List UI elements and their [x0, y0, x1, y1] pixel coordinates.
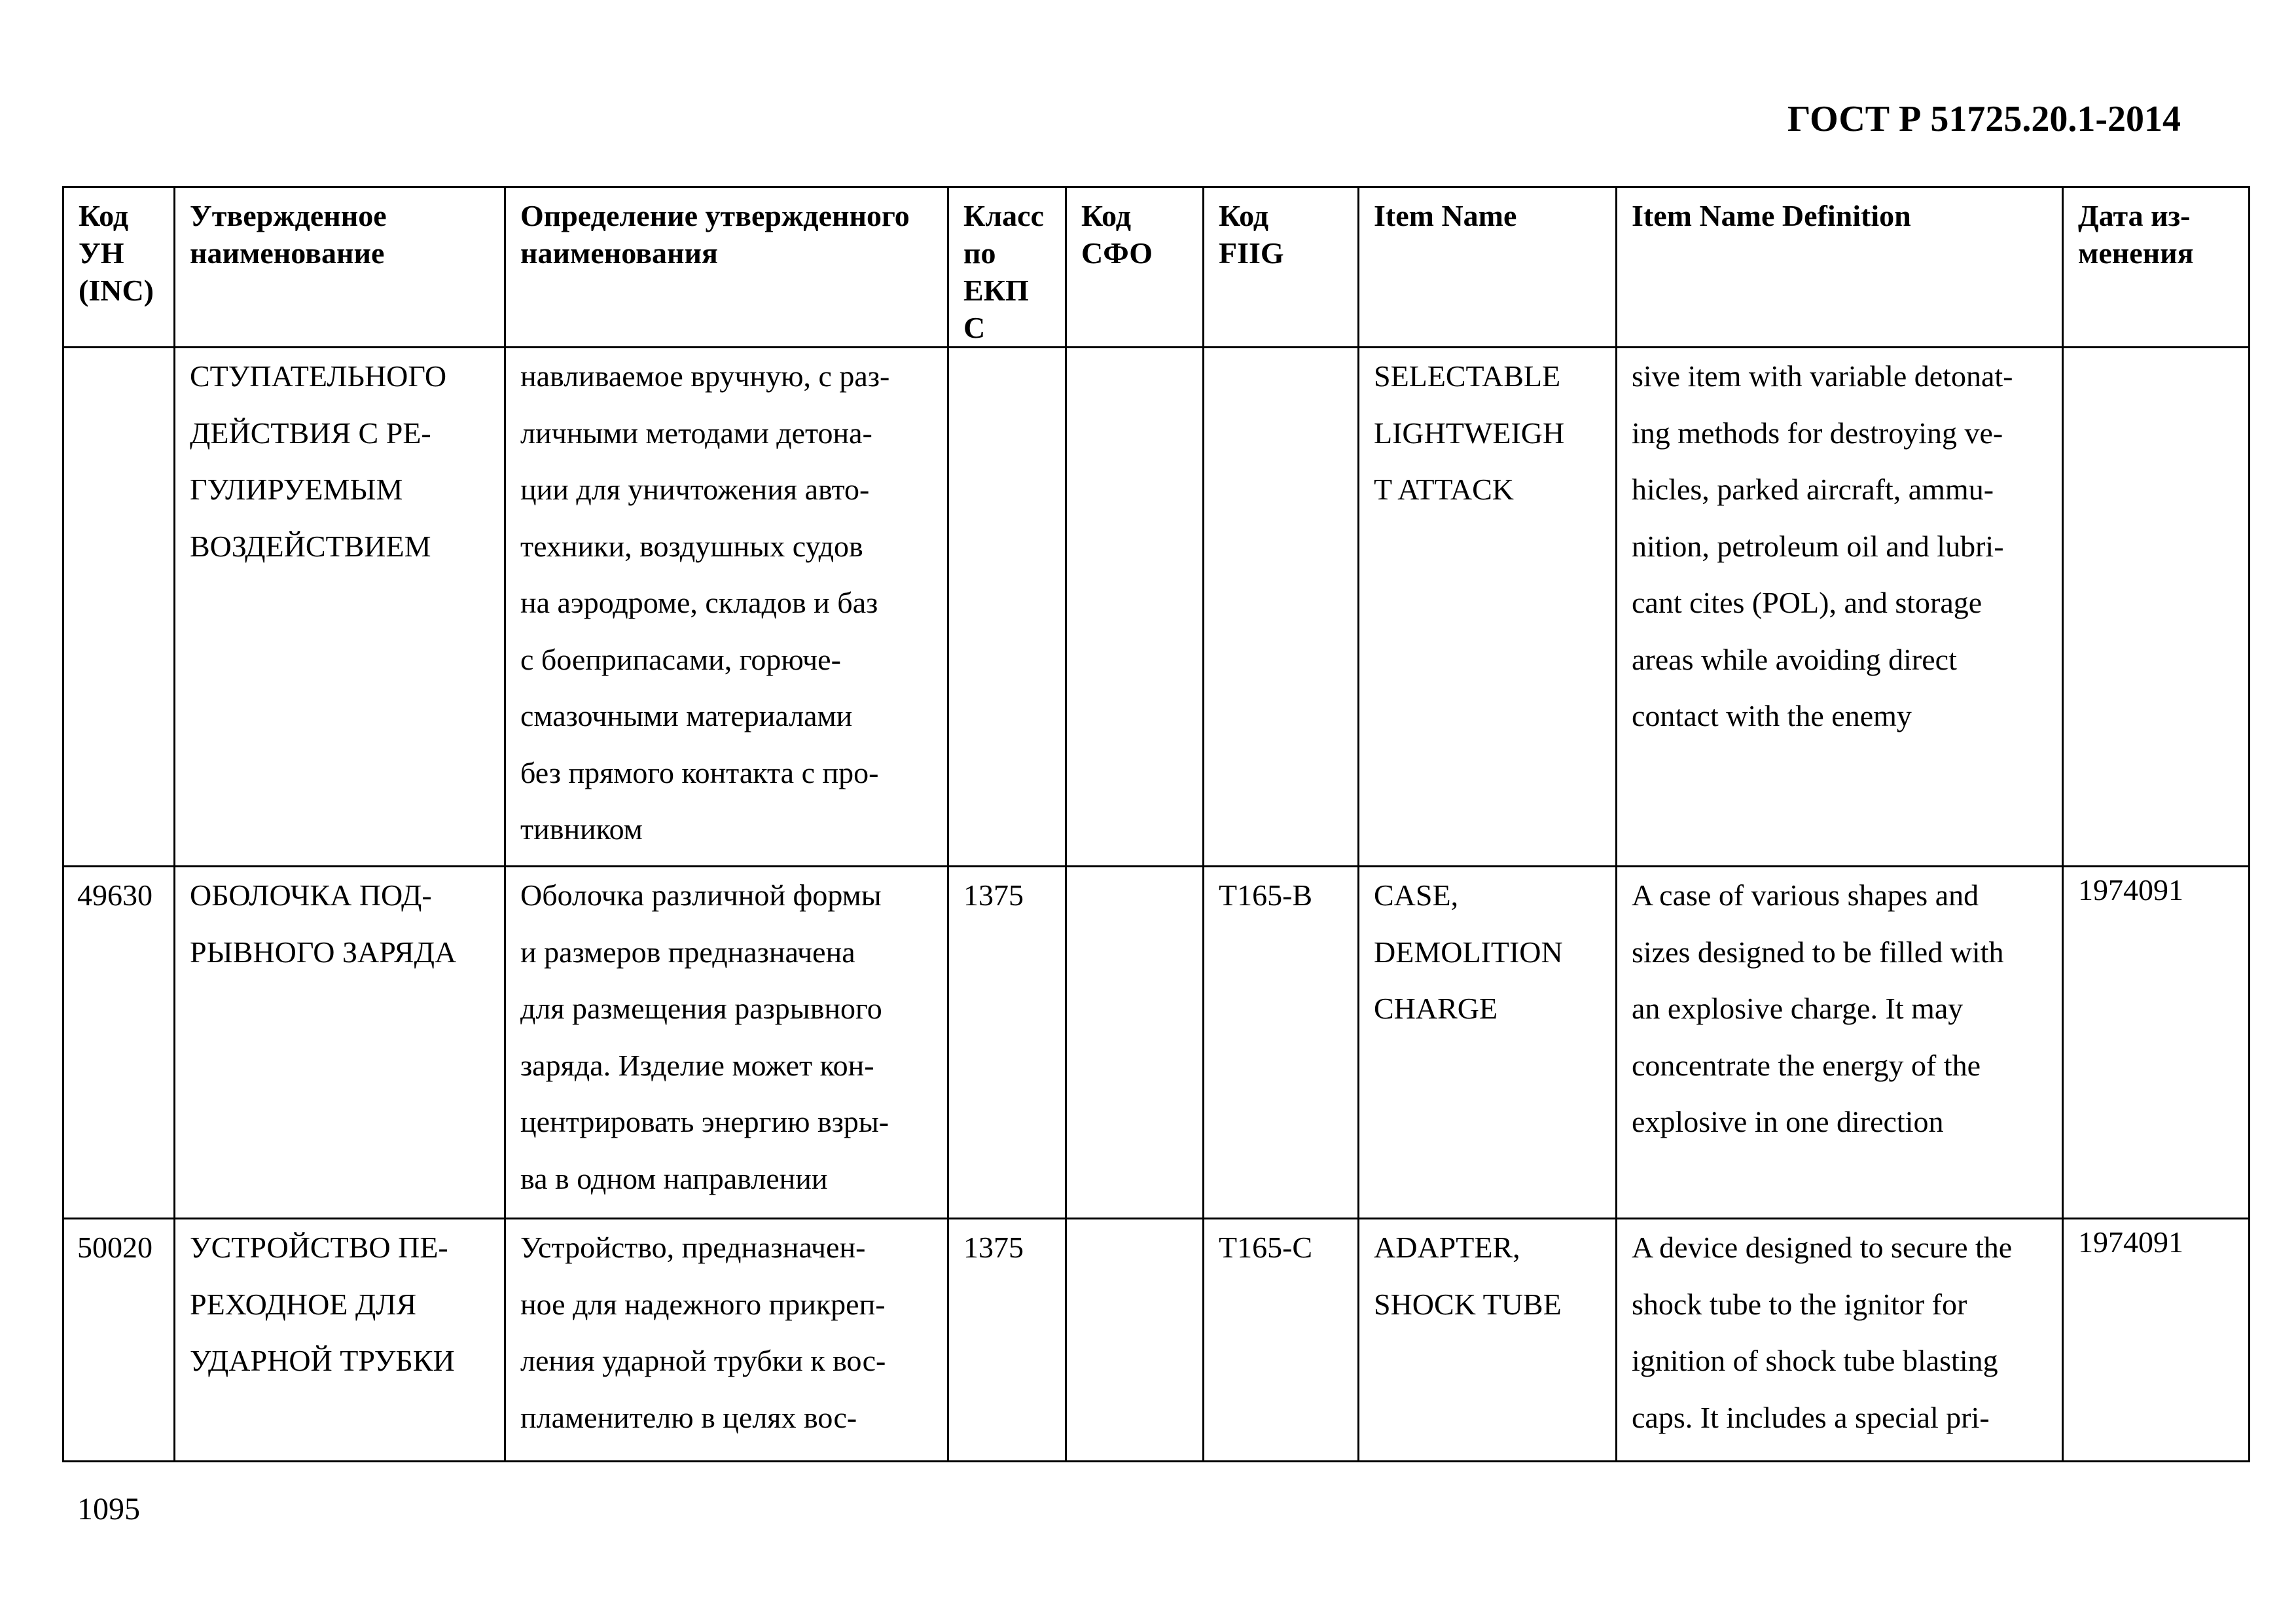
cell-fiig — [1204, 348, 1359, 867]
cell-change-date: 1974091 — [2063, 867, 2250, 1219]
cell-sfo — [1066, 1219, 1204, 1462]
cell-change-date: 1974091 — [2063, 1219, 2250, 1462]
table-row — [63, 1219, 2250, 1462]
cell-sfo — [1066, 348, 1204, 867]
header-sfo: Код СФО — [1066, 187, 1204, 348]
cell-item-name-definition: sive item with variable detonat- ing methods for destroying ve- hicles, parked aircraft, ammu- nition, petroleum oil and lubri- cant cites (POL), and storage areas while avoiding direct contact with the enemy — [1617, 348, 2063, 867]
cell-inc: 50020 — [63, 1219, 175, 1462]
cell-item-name: ADAPTER, SHOCK TUBE — [1359, 1219, 1617, 1462]
cell-definition: Устройство, предназначен- ное для надежного прикреп- ления ударной трубки к вос- пламенителю в целях вос- — [505, 1219, 948, 1462]
cell-inc — [63, 348, 175, 867]
header-fiig: Код FIIG — [1204, 187, 1359, 348]
header-item-name: Item Name — [1359, 187, 1617, 348]
cell-item-name-definition: A device designed to secure the shock tube to the ignitor for ignition of shock tube blasting caps. It includes a special pri- — [1617, 1219, 2063, 1462]
table-header-row — [63, 187, 2250, 348]
cell-inc: 49630 — [63, 867, 175, 1219]
cell-item-name: CASE, DEMOLITION CHARGE — [1359, 867, 1617, 1219]
header-class: Класс по ЕКП С — [948, 187, 1066, 348]
page-number: 1095 — [77, 1492, 140, 1526]
table-row — [63, 867, 2250, 1219]
header-change-date: Дата из- менения — [2063, 187, 2250, 348]
document-header: ГОСТ Р 51725.20.1-2014 — [1787, 99, 2181, 139]
cell-class — [948, 348, 1066, 867]
header-item-name-definition: Item Name Definition — [1617, 187, 2063, 348]
header-inc: Код УН (INC) — [63, 187, 175, 348]
cell-item-name-definition: A case of various shapes and sizes designed to be filled with an explosive charge. It may concentrate the energy of the explosive in one direction — [1617, 867, 2063, 1219]
cell-item-name: SELECTABLE LIGHTWEIGH T ATTACK — [1359, 348, 1617, 867]
cell-change-date — [2063, 348, 2250, 867]
item-names-table — [62, 186, 2250, 1462]
cell-class: 1375 — [948, 867, 1066, 1219]
table-row — [63, 348, 2250, 867]
cell-approved-name: ОБОЛОЧКА ПОД- РЫВНОГО ЗАРЯДА — [175, 867, 505, 1219]
cell-sfo — [1066, 867, 1204, 1219]
cell-approved-name: СТУПАТЕЛЬНОГО ДЕЙСТВИЯ С РЕ- ГУЛИРУЕМЫМ ВОЗДЕЙСТВИЕМ — [175, 348, 505, 867]
cell-approved-name: УСТРОЙСТВО ПЕ- РЕХОДНОЕ ДЛЯ УДАРНОЙ ТРУБКИ — [175, 1219, 505, 1462]
header-definition: Определение утвержденного наименования — [505, 187, 948, 348]
cell-definition: Оболочка различной формы и размеров предназначена для размещения разрывного заряда. Изделие может кон- центрировать энергию взры- ва в одном направлении — [505, 867, 948, 1219]
cell-fiig: T165-B — [1204, 867, 1359, 1219]
cell-definition: навливаемое вручную, с раз- личными методами детона- ции для уничтожения авто- техники, воздушных судов на аэродроме, складов и баз с боеприпасами, горюче- смазочными материалами без прямого контакта с про- тивником — [505, 348, 948, 867]
cell-class: 1375 — [948, 1219, 1066, 1462]
header-approved-name: Утвержденное наименование — [175, 187, 505, 348]
cell-fiig: T165-C — [1204, 1219, 1359, 1462]
